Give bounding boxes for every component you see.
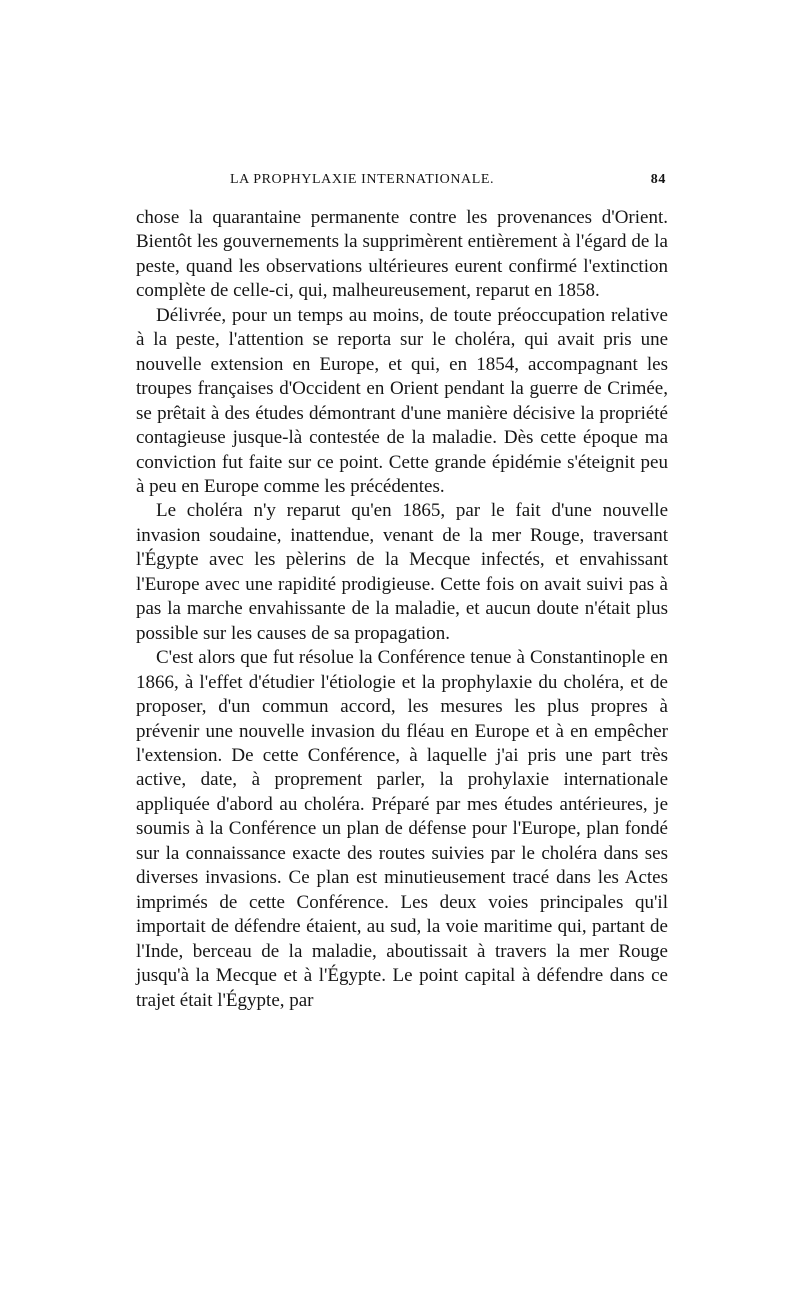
running-title: LA PROPHYLAXIE INTERNATIONALE. (230, 172, 495, 187)
paragraph-1: chose la quarantaine permanente contre les provenances d'Orient. Bientôt les gouvernements la supprimèrent entièrement à l'égard de la peste, quand les observations ultérieures eurent confirmé l'extinction complète de celle-ci, qui, malheureusement, reparut en 1858. (136, 207, 668, 302)
paragraph-3: Le choléra n'y reparut qu'en 1865, par le fait d'une nouvelle invasion soudaine, inattendue, venant de la mer Rouge, traversant l'Égypte avec les pèlerins de la Mecque infectés, et envahissant l'Europe avec une rapidité prodigieuse. Cette fois on avait suivi pas à pas la marche envahissante de la maladie, et aucun doute n'était plus possible sur les causes de sa propagation. (136, 500, 668, 644)
book-page (136, 172, 668, 1013)
page-number: 84 (650, 172, 666, 187)
paragraph-4: C'est alors que fut résolue la Conférence tenue à Constantinople en 1866, à l'effet d'étudier l'étiologie et la prophylaxie du choléra, et de proposer, d'un commun accord, les mesures les plus propres à prévenir une nouvelle invasion du fléau en Europe et à en empêcher l'extension. De cette Conférence, à laquelle j'ai pris une part très active, date, à proprement parler, la prohylaxie internationale appliquée d'abord au choléra. Préparé par mes études antérieures, je soumis à la Conférence un plan de défense pour l'Europe, plan fondé sur la connaissance exacte des routes suivies par le choléra dans ses diverses invasions. Ce plan est minutieusement tracé dans les Actes imprimés de cette Conférence. Les deux voies principales qu'il importait de défendre étaient, au sud, la voie maritime qui, partant de l'Inde, berceau de la maladie, aboutissait à travers la mer Rouge jusqu'à la Mecque et à l'Égypte. Le point capital à défendre dans ce trajet était l'Égypte, par (136, 647, 668, 1011)
body-text (136, 206, 668, 1013)
page-header (136, 172, 668, 198)
paragraph-2: Délivrée, pour un temps au moins, de toute préoccupation relative à la peste, l'attention se reporta sur le choléra, qui avait pris une nouvelle extension en Europe, et qui, en 1854, accompagnant les troupes françaises d'Occident en Orient pendant la guerre de Crimée, se prêtait à des études démontrant d'une manière décisive la propriété contagieuse jusque-là contestée de la maladie. Dès cette époque ma conviction fut faite sur ce point. Cette grande épidémie s'éteignit peu à peu en Europe comme les précédentes. (136, 304, 668, 497)
